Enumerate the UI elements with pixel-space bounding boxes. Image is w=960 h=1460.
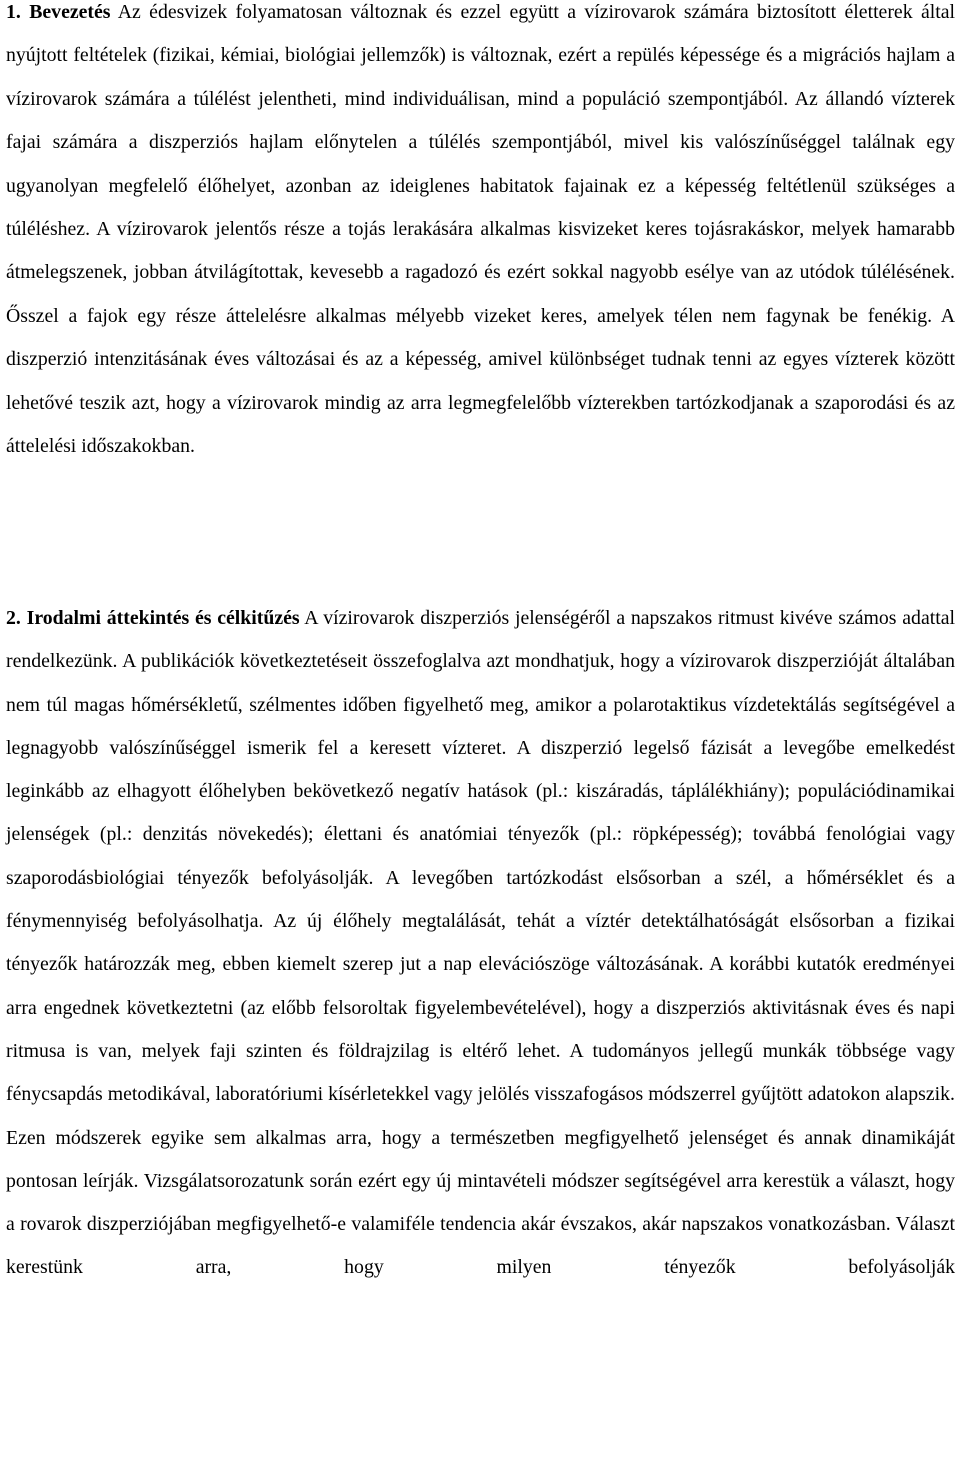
section-body: Az édesvizek folyamatosan változnak és ezzel együtt a vízirovarok számára biztosított életterek által nyújtott feltételek (fizikai, kémiai, biológiai jellemzők) is változnak, ezért a repülés képessége és a migrációs hajlam a vízirovarok számára a túlélést jelentheti, mind individuálisan, mind a populáció szempontjából. Az állandó vízterek fajai számára a diszperziós hajlam előnytelen a túlélés szempontjából, mivel kis valószínűséggel találnak egy ugyanolyan megfelelő élőhelyet, azonban az ideiglenes habitatok fajainak ez a képesség feltétlenül szükséges a túléléshez. A vízirovarok jelentős része a tojás lerakására alkalmas kisvizeket keres tojásrakáskor, melyek hamarabb átmelegszenek, jobban átvilágítottak, kevesebb a ragadozó és ezért sokkal nagyobb esélye van az utódok túlélésének. Ősszel a fajok egy része áttelelésre alkalmas mélyebb vizeket keres, amelyek télen nem fagynak be fenékig. A diszperzió intenzitásának éves változásai és az a képesség, amivel különbséget tudnak tenni az egyes vízterek között lehetővé teszik azt, hogy a vízirovarok mindig az arra legmegfelelőbb vízterekben tartózkodjanak a szaporodási és az áttelelési időszakokban. <box>6 1 955 458</box>
document-page <box>6 0 955 1279</box>
section-title: Irodalmi áttekintés és célkitűzés <box>26 607 300 629</box>
section-body: A vízirovarok diszperziós jelenségéről a napszakos ritmust kivéve számos adattal rendelkezünk. A publikációk következtetéseit összefoglalva azt mondhatjuk, hogy a vízirovarok diszperzióját általában nem túl magas hőmérsékletű, szélmentes időben figyelhető meg, amikor a polarotaktikus vízdetektálás segítségével a legnagyobb valószínűséggel ismerik fel a keresett vízteret. A diszperzió legelső fázisát a levegőbe emelkedést leginkább az elhagyott élőhelyben bekövetkező negatív hatások (pl.: kiszáradás, táplálékhiány); populációdinamikai jelenségek (pl.: denzitás növekedés); élettani és anatómiai tényezők (pl.: röpképesség); továbbá fenológiai vagy szaporodásbiológiai tényezők befolyásolják. A levegőben tartózkodást elsősorban a szél, a hőmérséklet és a fénymennyiség befolyásolhatja. Az új élőhely megtalálását, tehát a víztér detektálhatóságát elsősorban a fizikai tényezők határozzák meg, ebben kiemelt szerep jut a nap elevációszöge változásának. A korábbi kutatók eredményei arra engednek következtetni (az előbb felsoroltak figyelembevételével), hogy a diszperziós aktivitásnak éves és napi ritmusa is van, melyek faji szinten és földrajzilag is eltérő lehet. A tudományos jellegű munkák többsége vagy fénycsapdás metodikával, laboratóriumi kísérletekkel vagy jelölés visszafogásos módszerrel gyűjtött adatokon alapszik. Ezen módszerek egyike sem alkalmas arra, hogy a természetben megfigyelhető jelenséget és annak dinamikáját pontosan leírják. Vizsgálatsorozatunk során ezért egy új mintavételi módszer segítségével arra kerestük a választ, hogy a rovarok diszperziójában megfigyelhető-e valamiféle tendencia akár évszakos, akár napszakos vonatkozásban. Választ kerestünk arra, hogy milyen tényezők befolyásolják <box>6 607 955 1279</box>
section-number: 1. <box>6 1 21 23</box>
section-literature-review <box>6 597 955 1290</box>
section-title: Bevezetés <box>29 1 111 23</box>
section-introduction <box>6 0 955 468</box>
section-number: 2. <box>6 607 21 629</box>
